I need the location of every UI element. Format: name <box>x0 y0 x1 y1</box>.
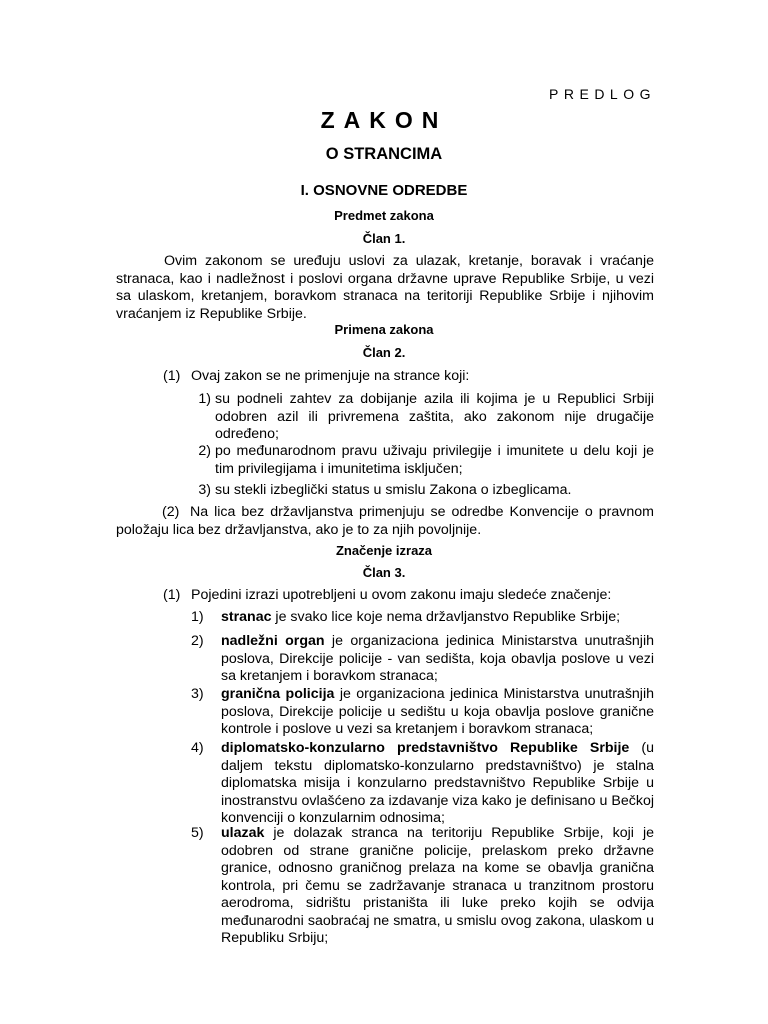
list-item-number: 1) <box>198 391 211 407</box>
law-subtitle: O STRANCIMA <box>325 145 443 163</box>
article-2-para-1-number: (1) <box>163 368 181 384</box>
list-item-number: 3) <box>198 482 211 498</box>
list-item-number: 2) <box>198 443 211 459</box>
article-1-body: Ovim zakonom se uređuju uslovi za ulazak, kretanje, boravak i vraćanje stranaca, kao i nadležnost i poslovi organa državne uprave Republike Srbije, u vezi sa ulaskom, kretanjem, boravkom stranaca na teritoriji Republike Srbije i njihovim vraćanjem iz Republike Srbije. <box>116 253 654 322</box>
definition-number: 1) <box>191 609 204 625</box>
section-heading: I. OSNOVNE ODREDBE <box>300 182 468 199</box>
definition-number: 5) <box>191 825 204 841</box>
definition-term: diplomatsko-konzularno predstavništvo Republike Srbije <box>221 740 630 756</box>
definition-term: granična policija <box>221 686 335 702</box>
article-1-text <box>116 253 654 323</box>
definition-text: je dolazak stranca na teritoriju Republike Srbije, koji je odobren od strane granične policije, prelaskom preko državne granice, odnosno graničnog prelaza na kome se obavlja granična kontrola, pri čemu se zadržavanje stranaca u tranzitnom prostoru aerodroma, sidrištu pristaništa ili luke preko kojih se odvija međunarodni saobraćaj ne smatra, u smislu ovog zakona, ulaskom u Republiku Srbiju; <box>221 825 654 946</box>
list-item-text: su podneli zahtev za dobijanje azila ili kojima je u Republici Srbiji odobren azil ili privremena zaštita, ako zakonom nije drugačije određeno; <box>215 391 654 442</box>
article-2-para-2-number: (2) <box>162 504 180 520</box>
definition-term: ulazak <box>221 825 265 841</box>
definition-text: je organizaciona jedinica Ministarstva unutrašnjih poslova, Direkcije policije u sedištu u koja obavlja poslove granične kontrole i poslove u vezi sa kretanjem i boravkom stranaca; <box>221 686 654 737</box>
article-2-para-2-text: Na lica bez državljanstva primenjuju se odredbe Konvencije o pravnom položaju lica bez državljanstva, ako je to za njih povoljnije. <box>116 504 654 538</box>
article-3-para-1-text: Pojedini izrazi upotrebljeni u ovom zakonu imaju sledeće značenje: <box>191 587 612 603</box>
definition-text: je svako lice koje nema državljanstvo Republike Srbije; <box>271 609 621 625</box>
article-3-topic: Značenje izraza <box>335 543 433 558</box>
law-title: ZAKON <box>320 107 448 133</box>
article-3-para-1-number: (1) <box>163 587 181 603</box>
definition-number: 2) <box>191 633 204 649</box>
predlog-label: PREDLOG <box>549 86 656 102</box>
definition-number: 4) <box>191 740 204 756</box>
definition-term: stranac <box>221 609 272 625</box>
definition-number: 3) <box>191 686 204 702</box>
list-item-text: su stekli izbeglički status u smislu Zakona o izbeglicama. <box>215 482 572 498</box>
article-2-topic: Primena zakona <box>334 322 434 337</box>
article-2-para-1-text: Ovaj zakon se ne primenjuje na strance koji: <box>191 368 470 384</box>
definition-term: nadležni organ <box>221 633 325 649</box>
definition-text: (u daljem tekstu diplomatsko-konzularno predstavništvo) je stalna diplomatska misija i konzularno predstavništvo Republike Srbije u inostranstvu ovlašćeno za izdavanje viza kako je definisano u Bečkoj konvenciji o konzularnim odnosima; <box>221 740 654 826</box>
list-item-text: po međunarodnom pravu uživaju privilegije i imunitete u delu koji je tim privilegijama i imunitetima isključen; <box>215 443 654 477</box>
article-2-para-2 <box>116 504 654 539</box>
article-1-heading: Član 1. <box>362 231 406 246</box>
article-2-heading: Član 2. <box>362 345 406 360</box>
article-3-heading: Član 3. <box>362 565 406 580</box>
definition-text: je organizaciona jedinica Ministarstva unutrašnjih poslova, Direkcije policije - van sedišta, koja obavlja poslove u vezi sa kretanjem i boravkom stranaca; <box>221 633 654 684</box>
article-1-topic: Predmet zakona <box>334 208 434 223</box>
